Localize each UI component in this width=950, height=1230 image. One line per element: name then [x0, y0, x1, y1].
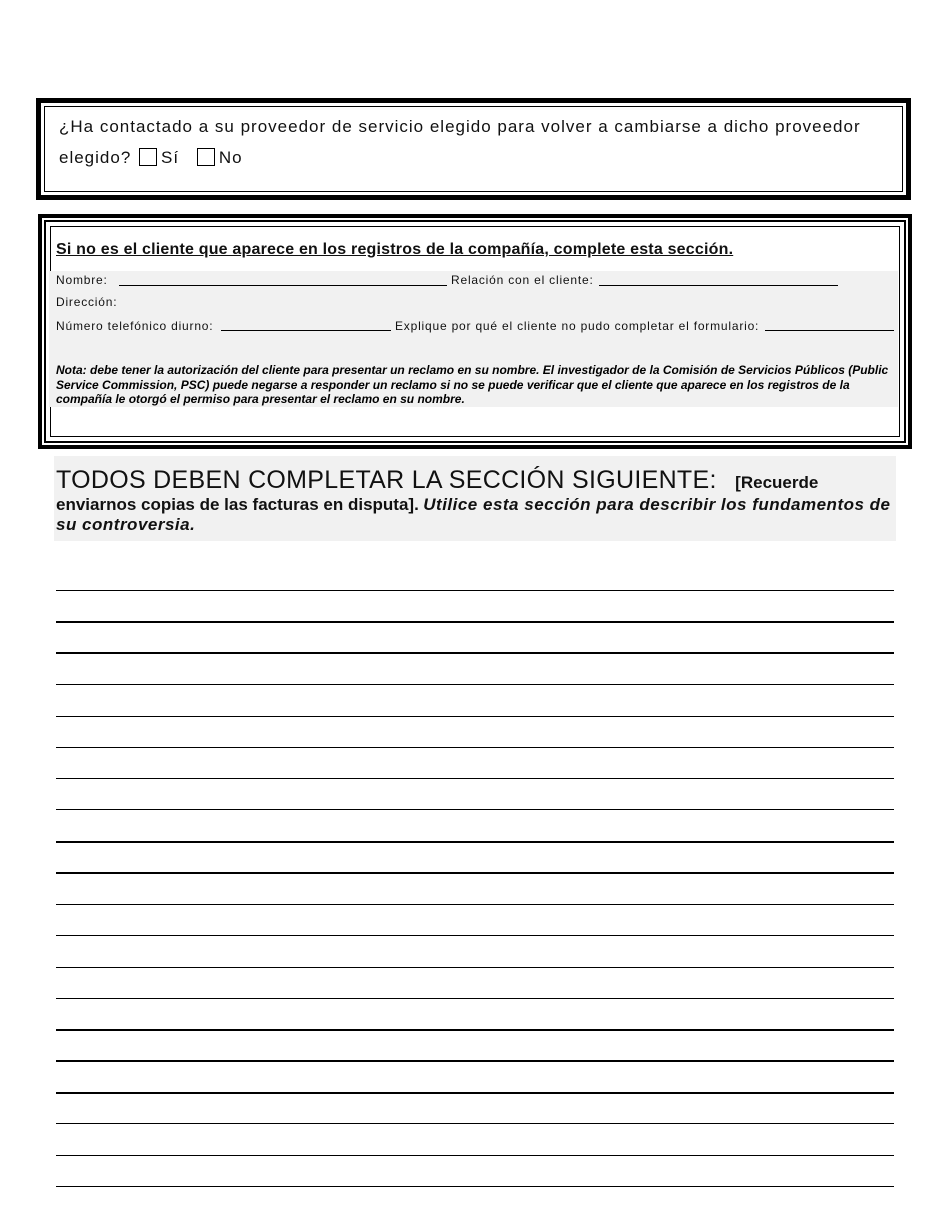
- writing-line[interactable]: [56, 1186, 894, 1187]
- contact-question: [59, 111, 879, 173]
- writing-line[interactable]: [56, 621, 894, 623]
- writing-line[interactable]: [56, 684, 894, 685]
- address-label: Dirección:: [56, 295, 118, 309]
- authorization-note: Nota: debe tener la autorización del cliente para presentar un reclamo en su nombre. El investigador de la Comisión de Servicios Públicos (Public Service Commission, PSC) puede negarse a responder un reclamo si no se puede verificar que el cliente que aparece en los registros de la compañía le otorgó el permiso para presentar el reclamo en su nombre.: [56, 363, 889, 406]
- writing-line[interactable]: [56, 935, 894, 936]
- writing-line[interactable]: [56, 1092, 894, 1094]
- writing-line[interactable]: [56, 998, 894, 999]
- writing-line[interactable]: [56, 590, 894, 591]
- yes-checkbox[interactable]: [139, 148, 157, 166]
- section-title: Si no es el cliente que aparece en los registros de la compañía, complete esta sección.: [56, 241, 734, 258]
- name-field[interactable]: [119, 285, 447, 286]
- writing-line[interactable]: [56, 1060, 894, 1062]
- writing-line[interactable]: [56, 809, 894, 810]
- instruction-text: Utilice esta sección para describir los fundamentos de su controversia.: [56, 495, 891, 534]
- all-section-heading: [56, 466, 891, 535]
- contact-question-text: ¿Ha contactado a su proveedor de servicio elegido para volver a cambiarse a dicho proveedor elegido?: [59, 117, 861, 167]
- relation-field[interactable]: [599, 285, 838, 286]
- writing-line[interactable]: [56, 841, 894, 843]
- all-section-title: TODOS DEBEN COMPLETAR LA SECCIÓN SIGUIENTE:: [56, 466, 717, 494]
- yes-label: Sí: [161, 148, 180, 167]
- explain-field[interactable]: [765, 330, 894, 331]
- writing-line[interactable]: [56, 904, 894, 905]
- writing-line[interactable]: [56, 1029, 894, 1031]
- name-label: Nombre:: [56, 273, 108, 287]
- writing-line[interactable]: [56, 778, 894, 779]
- reminder-text: [Recuerde enviarnos copias de las facturas en disputa].: [56, 473, 819, 514]
- writing-line[interactable]: [56, 716, 894, 717]
- writing-line[interactable]: [56, 652, 894, 654]
- phone-field[interactable]: [221, 330, 391, 331]
- relation-label: Relación con el cliente:: [451, 273, 594, 287]
- contact-question-box: [36, 98, 911, 200]
- phone-label: Número telefónico diurno:: [56, 319, 214, 333]
- writing-line[interactable]: [56, 747, 894, 748]
- no-checkbox[interactable]: [197, 148, 215, 166]
- writing-line[interactable]: [56, 1155, 894, 1156]
- no-label: No: [218, 148, 243, 167]
- writing-line[interactable]: [56, 1123, 894, 1124]
- writing-line[interactable]: [56, 872, 894, 874]
- explain-label: Explique por qué el cliente no pudo completar el formulario:: [395, 319, 760, 333]
- writing-line[interactable]: [56, 967, 894, 968]
